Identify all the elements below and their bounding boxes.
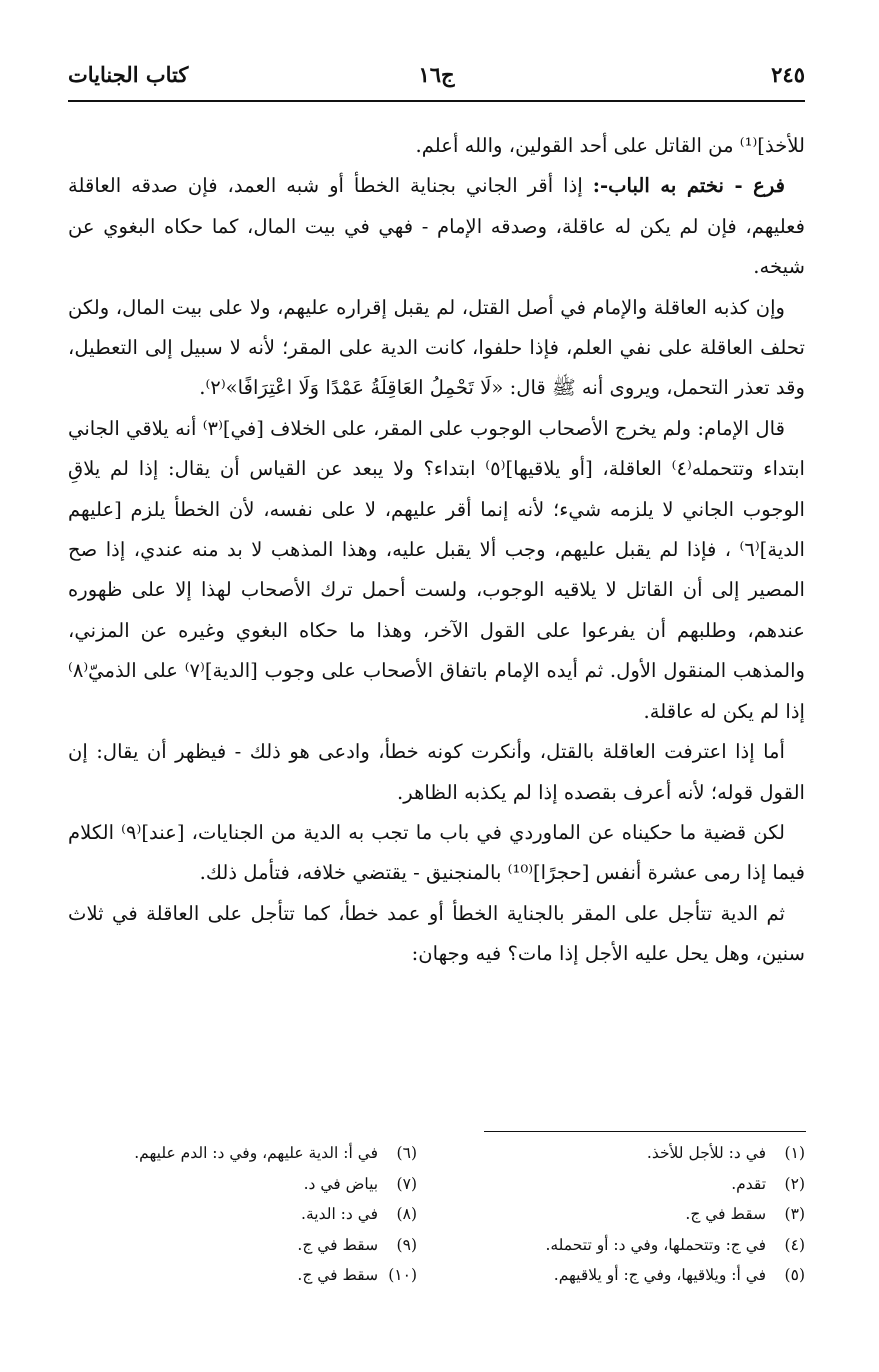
- footnote: [47, 1260, 417, 1291]
- footnote-number: (٤): [784, 1235, 805, 1254]
- footnote-number: (١٠): [388, 1266, 417, 1285]
- section-lead: فرع - نختم به الباب-:: [592, 174, 785, 198]
- running-header: [68, 58, 805, 102]
- footnote-number: (٢): [784, 1174, 805, 1193]
- footnote: [47, 1138, 417, 1169]
- paragraph: [68, 166, 805, 287]
- footnote-number: (٦): [396, 1144, 417, 1162]
- paragraph: قال الإمام: ولم يخرج الأصحاب الوجوب على المقر، على الخلاف [في]⁽٣⁾ أنه يلاقي الجاني ابتداء وتتحمله⁽٤⁾ العاقلة، [أو يلاقيها]⁽٥⁾ ابتداء؟ ولا يبعد عن القياس أن يقال: إذا لم يلاقِ الوجوب الجاني لا يلزمه شيء؛ لأنه إنما أقر عليهم، لا على نفسه، لأن الخطأ يلزم [عليهم الدية]⁽٦⁾ ، فإذا لم يقبل عليهم، وجب ألا يقبل عليه، وهذا المذهب لا بد منه عندي، إذا صح المصير إلى أن القاتل لا يلاقيه الوجوب، ولست أحمل ترك الأصحاب لهذا إلا على ظهوره عندهم، وطلبهم أن يفرعوا على القول الآخر، وهذا ما حكاه البغوي وغيره عن المزني، والمذهب المنقول الأول. ثم أيده الإمام باتفاق الأصحاب على وجوب [الدية]⁽٧⁾ على الذميّ⁽٨⁾ إذا لم يكن له عاقلة.: [67, 416, 805, 723]
- footnote-text: تقدم.: [731, 1174, 767, 1193]
- footnote-text: في د: الدية.: [301, 1205, 379, 1224]
- footnote-text: سقط في ج.: [297, 1235, 379, 1254]
- footnote: [47, 1169, 417, 1200]
- footnote: [465, 1260, 805, 1291]
- paragraph-text: إذا أقر الجاني بجناية الخطأ أو شبه العمد، فإن صدقه العاقلة فعليهم، فإن لم يكن له عاقلة، وصدقه الإمام - فهي في بيت المال، كما حكاه البغوي عن شيخه.: [68, 174, 805, 279]
- volume-number: ج١٦: [418, 62, 455, 87]
- footnote: [465, 1199, 805, 1230]
- footnote-text: سقط في ج.: [297, 1266, 379, 1285]
- footnote: [47, 1230, 417, 1261]
- footnotes-column-right: [465, 1138, 805, 1291]
- footnote: [465, 1138, 805, 1169]
- paragraph: أما إذا اعترفت العاقلة بالقتل، وأنكرت كونه خطأ، وادعى هو ذلك - فيظهر أن يقال: إن القول قوله؛ لأنه أعرف بقصده إذا لم يكذبه الظاهر.: [68, 740, 805, 804]
- footnote: [465, 1169, 805, 1200]
- footnotes-column-left: [47, 1138, 417, 1291]
- footnote-text: بياض في د.: [303, 1174, 379, 1193]
- footnote-number: (٥): [784, 1266, 805, 1285]
- paragraph: لكن قضية ما حكيناه عن الماوردي في باب ما تجب به الدية من الجنايات، [عند]⁽٩⁾ الكلام فيما إذا رمى عشرة أنفس [حجرًا]⁽¹⁰⁾ بالمنجنيق - يقتضي خلافه، فتأمل ذلك.: [68, 820, 805, 885]
- footnote-number: (٧): [396, 1174, 417, 1193]
- paragraph: ثم الدية تتأجل على المقر بالجناية الخطأ أو عمد خطأ، كما تتأجل على العاقلة في ثلاث سنين، وهل يحل عليه الأجل إذا مات؟ فيه وجهان:: [68, 901, 805, 966]
- paragraph: وإن كذبه العاقلة والإمام في أصل القتل، لم يقبل إقراره عليهم، ولا على بيت المال، ولكن تحلف العاقلة على نفي العلم، فإذا حلفوا، كانت الدية على المقر؛ لأنه لا سبيل إلى التعطيل، وقد تعذر التحمل، ويروى أنه ﷺ قال: «لَا تَحْمِلُ العَاقِلَةُ عَمْدًا وَلَا اعْتِرَافًا»⁽٢⁾.: [68, 295, 805, 400]
- footnote-number: (١): [784, 1144, 805, 1162]
- footnote: [465, 1230, 805, 1261]
- footnote-text: في أ: ويلاقيها، وفي ج: أو يلاقيهم.: [553, 1266, 767, 1285]
- footnote-text: في د: للأجل للأخذ.: [646, 1144, 767, 1162]
- footnote-text: في ج: وتتحملها، وفي د: أو تتحمله.: [545, 1235, 767, 1254]
- footnote-text: في أ: الدية عليهم، وفي د: الدم عليهم.: [134, 1144, 379, 1162]
- footnote-number: (٨): [396, 1205, 417, 1224]
- footnote-divider: [484, 1131, 806, 1132]
- footnote-number: (٩): [396, 1235, 417, 1254]
- footnote-text: سقط في ج.: [685, 1205, 767, 1224]
- book-title: كتاب الجنايات: [68, 62, 189, 87]
- page-number: ٢٤٥: [771, 62, 805, 87]
- main-text: [68, 126, 805, 975]
- footnote: [47, 1199, 417, 1230]
- footnote-number: (٣): [784, 1205, 805, 1224]
- paragraph: للأخذ]⁽¹⁾ من القاتل على أحد القولين، والله أعلم.: [415, 134, 805, 157]
